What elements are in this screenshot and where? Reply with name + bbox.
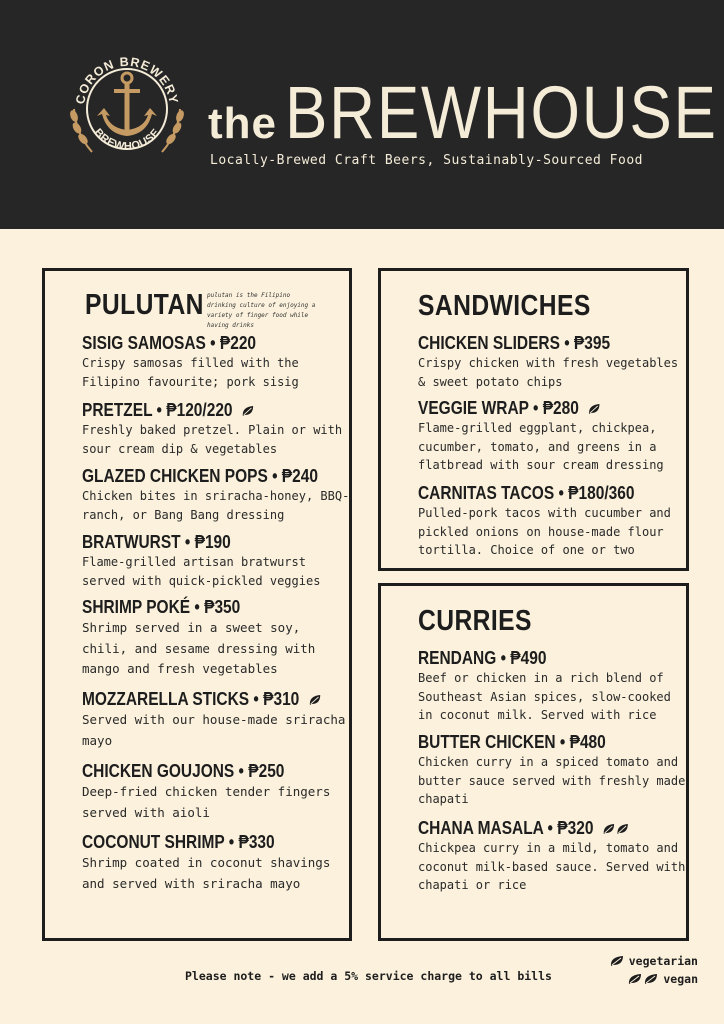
title-main: BREWHOUSE	[285, 71, 718, 154]
pulutan-panel	[42, 268, 352, 941]
item-name-row	[82, 399, 314, 421]
item-desc: Crispy chicken with fresh vegetables & sweet potato chips	[418, 356, 679, 389]
item-name-row	[418, 397, 650, 419]
brand-title	[208, 71, 718, 154]
item-desc: Chicken bites in sriracha-honey, BBQ-ranch, or Bang Bang dressing	[82, 489, 350, 522]
item-name: COCONUT SHRIMP • ₱330	[82, 832, 275, 852]
item-name: VEGGIE WRAP • ₱280	[418, 398, 579, 418]
item-desc: Shrimp served in a sweet soy, chili, and sesame dressing with mango and fresh vegetables	[82, 620, 316, 676]
legend-vegetarian	[598, 952, 698, 970]
item-name: CHICKEN SLIDERS • ₱395	[418, 333, 611, 353]
svg-text:CORON BREWERY: CORON BREWERY	[73, 54, 181, 106]
menu-item	[82, 531, 352, 590]
item-desc: Beef or chicken in a rich blend of Southeast Asian spices, slow-cooked in coconut milk. Served with rice	[418, 671, 671, 722]
item-name: PRETZEL • ₱120/220	[82, 400, 233, 420]
item-name: SISIG SAMOSAS • ₱220	[82, 333, 257, 353]
item-desc: Flame-grilled eggplant, chickpea, cucumber, tomato, and greens in a flatbread with sour cream dressing	[418, 421, 664, 472]
pulutan-note: pulutan is the Filipino drinking culture of enjoying a variety of finger food while having drinks	[207, 292, 316, 329]
item-name-row	[82, 688, 314, 710]
tagline: Locally-Brewed Craft Beers, Sustainably-Sourced Food	[210, 153, 643, 168]
menu-item	[82, 332, 352, 391]
menu-item	[418, 647, 688, 725]
title-the: the	[208, 99, 277, 148]
legend-vegan	[598, 970, 698, 988]
sandwiches-title: SANDWICHES	[418, 290, 591, 322]
item-desc: Deep-fried chicken tender fingers served with aioli	[82, 784, 331, 820]
item-name: BUTTER CHICKEN • ₱480	[418, 732, 606, 752]
menu-item	[418, 332, 688, 391]
menu-item	[82, 399, 352, 458]
vegan-leaf-icon	[602, 818, 630, 840]
item-name-row	[418, 817, 650, 839]
menu-item	[418, 482, 688, 560]
vegetarian-leaf-icon	[609, 955, 625, 967]
item-desc: Crispy samosas filled with the Filipino favourite; pork sisig	[82, 356, 299, 389]
menu-item	[82, 596, 352, 680]
menu-item	[82, 465, 352, 524]
item-name: CARNITAS TACOS • ₱180/360	[418, 483, 635, 503]
svg-text:BREWHOUSE: BREWHOUSE	[91, 126, 163, 153]
pulutan-title: PULUTAN	[85, 289, 204, 321]
vegan-leaf-icon	[627, 973, 659, 985]
menu-item	[418, 817, 688, 895]
vegetarian-leaf-icon	[308, 689, 322, 711]
item-name: RENDANG • ₱490	[418, 648, 547, 668]
item-desc: Flame-grilled artisan bratwurst served with quick-pickled veggies	[82, 555, 321, 588]
item-name: CHANA MASALA • ₱320	[418, 818, 594, 838]
curries-panel	[378, 583, 689, 941]
item-desc: Chicken curry in a spiced tomato and butter sauce served with freshly made chapati	[418, 755, 686, 806]
vegetarian-leaf-icon	[241, 400, 255, 422]
item-name: SHRIMP POKÉ • ₱350	[82, 597, 241, 617]
item-name: BRATWURST • ₱190	[82, 532, 231, 552]
coron-brewery-logo	[62, 44, 192, 174]
menu-item	[82, 688, 352, 751]
anchor-icon	[97, 73, 157, 136]
item-name: MOZZARELLA STICKS • ₱310	[82, 689, 300, 709]
item-name: GLAZED CHICKEN POPS • ₱240	[82, 466, 318, 486]
menu-item	[82, 760, 352, 823]
item-desc: Pulled-pork tacos with cucumber and pickled onions on house-made flour tortilla. Choice of one or two	[418, 506, 671, 557]
legend-vegetarian-label: vegetarian	[628, 954, 698, 968]
header-banner	[0, 0, 724, 229]
item-name: CHICKEN GOUJONS • ₱250	[82, 761, 285, 781]
item-desc: Chickpea curry in a mild, tomato and coconut milk-based sauce. Served with chapati or rice	[418, 841, 686, 892]
diet-legend	[598, 952, 698, 988]
legend-vegan-label: vegan	[663, 972, 698, 986]
menu-item	[418, 397, 688, 475]
sandwiches-panel	[378, 268, 689, 571]
item-desc: Freshly baked pretzel. Plain or with sour cream dip & vegetables	[82, 423, 343, 456]
menu-item	[418, 731, 688, 809]
curries-title: CURRIES	[418, 605, 532, 637]
vegetarian-leaf-icon	[587, 398, 601, 420]
menu-item	[82, 831, 352, 894]
item-desc: Shrimp coated in coconut shavings and served with sriracha mayo	[82, 855, 331, 891]
service-charge-note: Please note - we add a 5% service charge to all bills	[185, 969, 552, 983]
item-desc: Served with our house-made sriracha mayo	[82, 712, 346, 748]
